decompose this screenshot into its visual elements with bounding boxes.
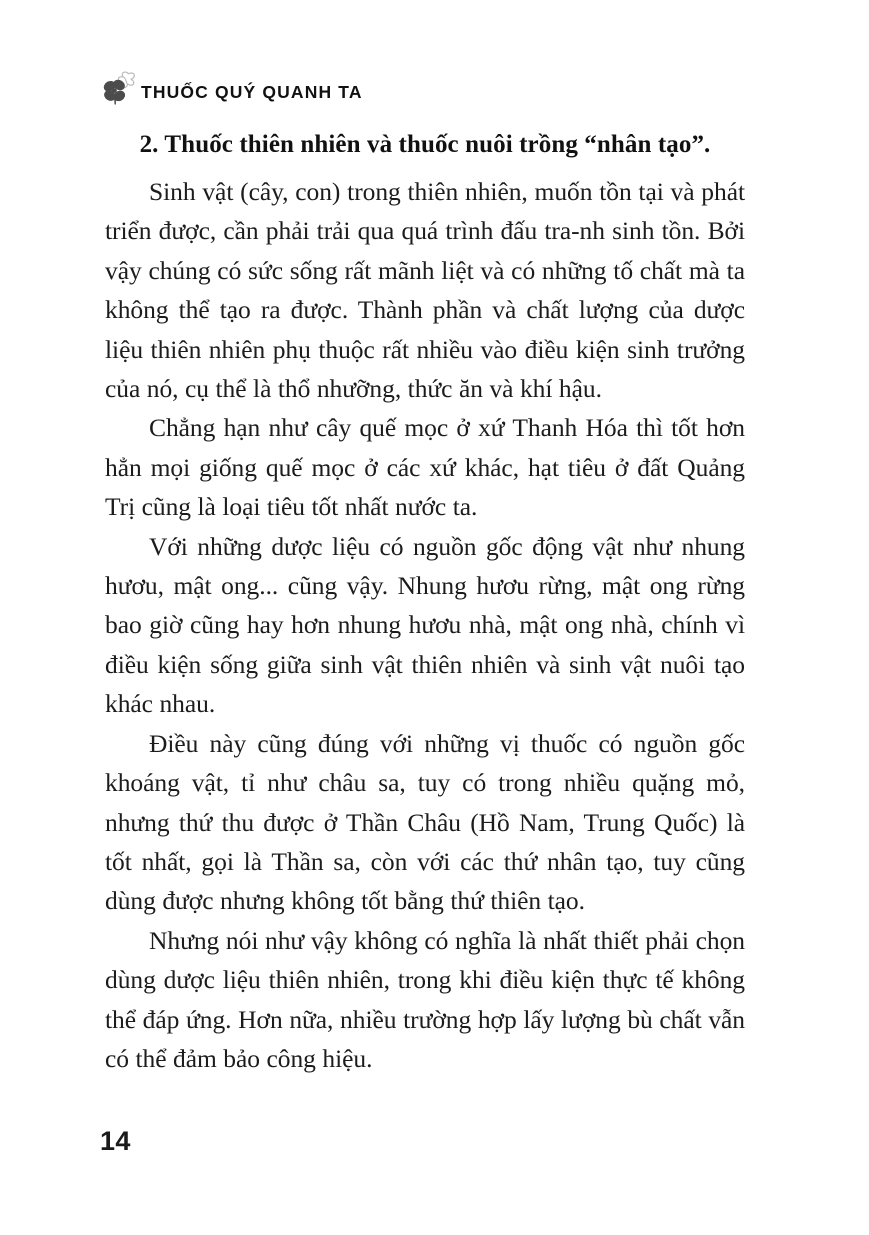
body-paragraph: Với những dược liệu có nguồn gốc động vật như nhung hươu, mật ong... cũng vậy. Nhung hươu rừng, mật ong rừng bao giờ cũng hay hơn nhung hươu nhà, mật ong nhà, chính vì điều kiện sống giữa sinh vật thiên nhiên và sinh vật nuôi tạo khác nhau. bbox=[105, 531, 745, 719]
text-column bbox=[105, 128, 745, 1078]
body-paragraph: Nhưng nói như vậy không có nghĩa là nhất thiết phải chọn dùng dược liệu thiên nhiên, trong khi điều kiện thực tế không thể đáp ứng. Hơn nữa, nhiều trường hợp lấy lượng bù chất vẫn có thể đảm bảo công hiệu. bbox=[105, 925, 745, 1073]
four-leaf-clover-icon bbox=[100, 66, 140, 108]
body-paragraph: Điều này cũng đúng với những vị thuốc có nguồn gốc khoáng vật, tỉ như châu sa, tuy có trong nhiều quặng mỏ, nhưng thứ thu được ở Thần Châu (Hồ Nam, Trung Quốc) là tốt nhất, gọi là Thần sa, còn với các thứ nhân tạo, tuy cũng dùng được nhưng không tốt bằng thứ thiên tạo. bbox=[105, 728, 745, 916]
section-heading: 2. Thuốc thiên nhiên và thuốc nuôi trồng “nhân tạo”. bbox=[139, 131, 711, 158]
page-number: 14 bbox=[100, 1126, 131, 1156]
running-header-title: THUỐC QUÝ QUANH TA bbox=[141, 81, 363, 102]
body-paragraph: Chẳng hạn như cây quế mọc ở xứ Thanh Hóa thì tốt hơn hẳn mọi giống quế mọc ở các xứ khác, hạt tiêu ở đất Quảng Trị cũng là loại tiêu tốt nhất nước ta. bbox=[105, 413, 745, 522]
running-header bbox=[100, 66, 363, 108]
body-paragraph: Sinh vật (cây, con) trong thiên nhiên, muốn tồn tại và phát triển được, cần phải trải qua quá trình đấu tra-nh sinh tồn. Bởi vậy chúng có sức sống rất mãnh liệt và có những tố chất mà ta không thể tạo ra được. Thành phần và chất lượng của dược liệu thiên nhiên phụ thuộc rất nhiều vào điều kiện sinh trưởng của nó, cụ thể là thổ nhưỡng, thức ăn và khí hậu. bbox=[105, 177, 745, 404]
